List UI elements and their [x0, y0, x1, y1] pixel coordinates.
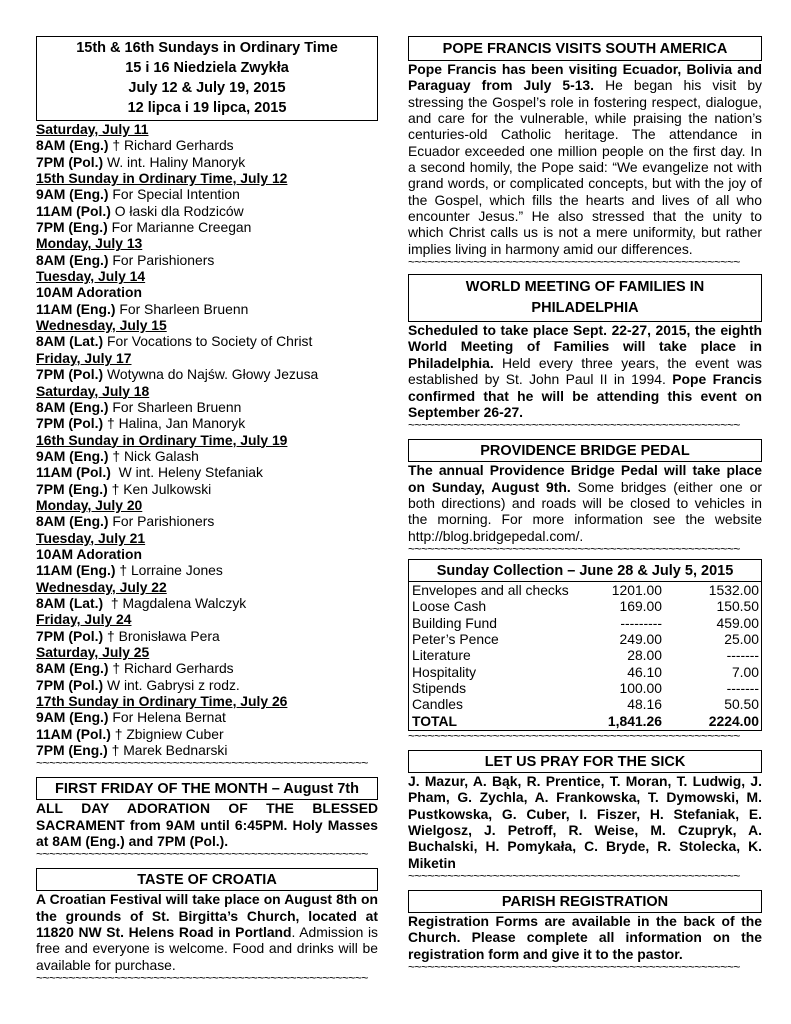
- schedule-mass-entry: [36, 399, 378, 415]
- collection-value-week1: 100.00: [619, 679, 662, 696]
- croatia-body: [36, 891, 378, 973]
- mass-intention: † Marek Bednarski: [107, 742, 228, 759]
- schedule-mass-entry: [36, 448, 378, 464]
- schedule-day-heading: Saturday, July 18: [36, 382, 150, 399]
- mass-time: 8AM (Eng.): [36, 398, 109, 415]
- collection-value-week2: 7.00: [731, 663, 759, 680]
- wmf-title: [408, 274, 762, 322]
- left-column: [36, 36, 378, 984]
- mass-intention: For Marianne Creegan: [107, 219, 252, 236]
- mass-time: 10AM Adoration: [36, 545, 142, 562]
- pope-body: [408, 61, 762, 257]
- schedule-day-heading: Friday, July 24: [36, 611, 132, 628]
- header-line-4: 12 lipca i 19 lipca, 2015: [127, 100, 287, 116]
- schedule-mass-entry: [36, 252, 378, 268]
- schedule-mass-entry: [36, 415, 378, 431]
- collection-label: TOTAL: [412, 712, 458, 729]
- mass-time: 8AM (Lat.): [36, 333, 104, 350]
- schedule-mass-entry: [36, 742, 378, 758]
- separator: ~~~~~~~~~~~~~~~~~~~~~~~~~~~~~~~~~~~~~~~~~~~~~~~~~~~: [36, 849, 368, 861]
- wmf-title-line-1: WORLD MEETING OF FAMILIES IN: [465, 279, 705, 296]
- schedule-day-heading: Tuesday, July 14: [36, 268, 146, 285]
- separator: ~~~~~~~~~~~~~~~~~~~~~~~~~~~~~~~~~~~~~~~~~~~~~~~~~~~: [408, 731, 740, 742]
- mass-time: 7PM (Pol.): [36, 415, 104, 432]
- mass-time: 7PM (Pol.): [36, 153, 104, 170]
- collection-total-row: [412, 713, 759, 729]
- schedule-mass-entry: [36, 726, 378, 742]
- mass-intention: † Richard Gerhards: [108, 137, 234, 154]
- schedule-mass-entry: [36, 562, 378, 578]
- collection-box: [408, 559, 762, 731]
- mass-time: 8AM (Eng.): [36, 513, 109, 530]
- collection-label: Building Fund: [412, 614, 497, 631]
- separator: ~~~~~~~~~~~~~~~~~~~~~~~~~~~~~~~~~~~~~~~~~~~~~~~~~~~: [408, 543, 740, 555]
- collection-value-week2: 25.00: [724, 630, 759, 647]
- wmf-body: [408, 322, 762, 420]
- mass-intention: For Vocations to Society of Christ: [103, 333, 313, 350]
- mass-time: 8AM (Eng.): [36, 660, 109, 677]
- bulletin-header: [36, 36, 378, 121]
- header-line-3: July 12 & July 19, 2015: [128, 80, 286, 96]
- collection-value-week2: -------: [726, 679, 759, 696]
- mass-time: 11AM (Pol.): [36, 464, 111, 481]
- collection-title: Sunday Collection – June 28 & July 5, 2015: [409, 560, 761, 582]
- sick-title: LET US PRAY FOR THE SICK: [408, 750, 762, 773]
- pope-title: POPE FRANCIS VISITS SOUTH AMERICA: [408, 36, 762, 61]
- schedule-mass-entry: [36, 464, 378, 480]
- schedule-mass-entry: [36, 709, 378, 725]
- collection-label: Candles: [412, 696, 463, 713]
- mass-time: 8AM (Lat.): [36, 594, 104, 611]
- separator: ~~~~~~~~~~~~~~~~~~~~~~~~~~~~~~~~~~~~~~~~~~~~~~~~~~~: [408, 871, 740, 883]
- schedule-mass-entry: [36, 595, 378, 611]
- collection-row: [412, 615, 759, 631]
- first-friday-body: ALL DAY ADORATION OF THE BLESSED SACRAMENT from 9AM until 6:45PM. Holy Masses at 8AM (Eng.) and 7PM (Pol.).: [36, 800, 378, 850]
- registration-body: Registration Forms are available in the back of the Church. Please complete all information on the registration form and give it to the pastor.: [408, 913, 762, 962]
- schedule-mass-entry: [36, 660, 378, 676]
- schedule-day-heading: Friday, July 17: [36, 349, 132, 366]
- header-line-1: 15th & 16th Sundays in Ordinary Time: [76, 40, 338, 56]
- mass-time: 7PM (Pol.): [36, 676, 104, 693]
- schedule-day-heading: Wednesday, July 15: [36, 317, 167, 334]
- schedule-mass-entry: [36, 284, 378, 300]
- mass-intention: † Magdalena Walczyk: [103, 594, 247, 611]
- collection-table: [412, 582, 759, 729]
- collection-value-week1: ---------: [620, 614, 662, 631]
- collection-value-week2: 150.50: [716, 598, 759, 615]
- bridge-body-rest: Some bridges (either one or both directions) and roads will be closed to vehicles in the morning. For more information see the website http://blog.bridgepedal.com/.: [408, 478, 763, 544]
- schedule-mass-entry: [36, 219, 378, 235]
- mass-intention: Wotywna do Najśw. Głowy Jezusa: [103, 366, 319, 383]
- schedule-mass-entry: [36, 301, 378, 317]
- mass-intention: † Zbigniew Cuber: [110, 725, 224, 742]
- collection-row: [412, 598, 759, 614]
- collection-value-week1: 249.00: [619, 630, 662, 647]
- sick-body: J. Mazur, A. Bąk, R. Prentice, T. Moran, T. Ludwig, J. Pham, G. Zychla, A. Frankowska, T. Dymowski, M. Pustkowska, G. Cuber, I. Fiszer, H. Stefaniak, E. Wielgosz, J. Petroff, R. Weise, M. Czupryk, A. Buchalski, H. Pomykała, C. Bryde, R. Stolecka, K. Miketin: [408, 773, 762, 871]
- separator: ~~~~~~~~~~~~~~~~~~~~~~~~~~~~~~~~~~~~~~~~~~~~~~~~~~~: [408, 962, 740, 974]
- mass-time: 7PM (Eng.): [36, 219, 108, 236]
- collection-label: Peter’s Pence: [412, 630, 499, 647]
- separator: ~~~~~~~~~~~~~~~~~~~~~~~~~~~~~~~~~~~~~~~~~~~~~~~~~~~: [408, 420, 740, 432]
- mass-intention: † Nick Galash: [108, 447, 199, 464]
- schedule-mass-entry: [36, 333, 378, 349]
- mass-time: 8AM (Eng.): [36, 251, 109, 268]
- collection-label: Loose Cash: [412, 598, 487, 615]
- separator: ~~~~~~~~~~~~~~~~~~~~~~~~~~~~~~~~~~~~~~~~~~~~~~~~~~~: [36, 973, 368, 985]
- schedule-day-heading: Monday, July 20: [36, 496, 143, 513]
- first-friday-title: FIRST FRIDAY OF THE MONTH – August 7th: [36, 777, 378, 800]
- schedule-day-heading: Monday, July 13: [36, 235, 143, 252]
- mass-time: 7PM (Pol.): [36, 627, 104, 644]
- mass-time: 9AM (Eng.): [36, 709, 109, 726]
- schedule-day-heading: Saturday, July 11: [36, 121, 149, 137]
- mass-time: 8AM (Eng.): [36, 137, 109, 154]
- mass-intention: W int. Heleny Stefaniak: [110, 464, 263, 481]
- pope-body-bold: Pope Francis has been visiting Ecuador, Bolivia and Paraguay from July 5-13.: [408, 61, 762, 94]
- mass-schedule: [36, 121, 378, 758]
- croatia-body-rest: . Admission is free and everyone is welcome. Food and drinks will be available for purchase.: [36, 924, 378, 973]
- schedule-mass-entry: [36, 154, 378, 170]
- mass-time: 11AM (Eng.): [36, 562, 116, 579]
- mass-intention: † Lorraine Jones: [115, 562, 223, 579]
- mass-intention: For Parishioners: [108, 251, 215, 268]
- bridge-body: [408, 462, 762, 544]
- mass-intention: W. int. Haliny Manoryk: [103, 153, 246, 170]
- mass-intention: † Ken Julkowski: [107, 480, 212, 497]
- schedule-day-heading: Wednesday, July 22: [36, 578, 167, 595]
- mass-time: 11AM (Eng.): [36, 300, 116, 317]
- collection-label: Envelopes and all checks: [412, 581, 569, 598]
- schedule-mass-entry: [36, 677, 378, 693]
- registration-title: PARISH REGISTRATION: [408, 890, 762, 913]
- mass-intention: † Richard Gerhards: [108, 660, 234, 677]
- mass-intention: W int. Gabrysi z rodz.: [103, 676, 240, 693]
- collection-row: [412, 680, 759, 696]
- mass-intention: For Special Intention: [108, 186, 240, 203]
- mass-time: 7PM (Pol.): [36, 366, 104, 383]
- collection-value-week2: -------: [726, 647, 759, 664]
- schedule-day-heading: 15th Sunday in Ordinary Time, July 12: [36, 170, 288, 187]
- mass-time: 11AM (Pol.): [36, 725, 111, 742]
- mass-intention: For Sharleen Bruenn: [115, 300, 249, 317]
- collection-row: [412, 664, 759, 680]
- schedule-mass-entry: [36, 137, 378, 153]
- collection-value-week2: 459.00: [716, 614, 759, 631]
- collection-row: [412, 647, 759, 663]
- mass-time: 11AM (Pol.): [36, 202, 111, 219]
- collection-value-week1: 46.10: [627, 663, 662, 680]
- wmf-title-line-2: PHILADELPHIA: [531, 300, 639, 317]
- wmf-body-bold: Scheduled to take place Sept. 22-27, 2015, the eighth World Meeting of Families will take place in Philadelphia.: [408, 322, 762, 371]
- header-line-2: 15 i 16 Niedziela Zwykła: [125, 60, 289, 76]
- schedule-mass-entry: [36, 546, 378, 562]
- wmf-body-bold-2: Pope Francis confirmed that he will be attending this event on September 26-27.: [408, 371, 763, 420]
- pope-body-rest: He began his visit by stressing the Gospel’s role in fostering respect, dialogue, and care for the vulnerable, while praising the nation’s centuries-old Catholic heritage. The attendance in Ecuador exceeded one million people on the first day. In a second homily, the Pope said: “We evangelize not with grand words, or complicated concepts, but with the joy of the Gospel, which fills the hearts and lives of all who encounter Jesus.” He also stressed that the unity to which Christ calls us is not a mere uniformity, but rather implies living in harmony amid our differences.: [408, 77, 762, 257]
- collection-value-week2: 1532.00: [708, 581, 759, 598]
- mass-intention: † Bronisława Pera: [103, 627, 220, 644]
- schedule-day-heading: 16th Sunday in Ordinary Time, July 19: [36, 431, 288, 448]
- right-column: [408, 36, 762, 973]
- collection-value-week1: 48.16: [627, 696, 662, 713]
- mass-intention: † Halina, Jan Manoryk: [103, 415, 246, 432]
- collection-value-week1: 1,841.26: [607, 712, 662, 729]
- collection-row: [412, 631, 759, 647]
- mass-intention: For Helena Bernat: [108, 709, 226, 726]
- wmf-body-mid: Held every three years, the event was established by St. John Paul II in 1994.: [408, 354, 762, 388]
- collection-label: Stipends: [412, 679, 467, 696]
- schedule-mass-entry: [36, 481, 378, 497]
- collection-value-week2: 2224.00: [708, 712, 759, 729]
- separator: ~~~~~~~~~~~~~~~~~~~~~~~~~~~~~~~~~~~~~~~~~~~~~~~~~~~: [36, 758, 368, 770]
- schedule-mass-entry: [36, 203, 378, 219]
- mass-time: 10AM Adoration: [36, 284, 142, 301]
- collection-value-week1: 28.00: [627, 647, 662, 664]
- mass-intention: For Parishioners: [108, 513, 215, 530]
- schedule-day-heading: Saturday, July 25: [36, 644, 150, 660]
- schedule-mass-entry: [36, 628, 378, 644]
- collection-row: [412, 582, 759, 598]
- schedule-day-heading: Tuesday, July 21: [36, 529, 146, 546]
- mass-intention: O łaski dla Rodziców: [110, 202, 244, 219]
- collection-value-week2: 50.50: [724, 696, 759, 713]
- mass-time: 7PM (Eng.): [36, 480, 108, 497]
- schedule-mass-entry: [36, 186, 378, 202]
- collection-value-week1: 169.00: [619, 598, 662, 615]
- mass-time: 7PM (Eng.): [36, 742, 108, 759]
- collection-label: Literature: [412, 647, 471, 664]
- croatia-title: TASTE OF CROATIA: [36, 868, 378, 891]
- mass-time: 9AM (Eng.): [36, 447, 109, 464]
- croatia-body-bold: A Croatian Festival will take place on August 8th on the grounds of St. Birgitta’s Church, located at 11820 NW St. Helens Road in Portland: [36, 891, 378, 941]
- collection-label: Hospitality: [412, 663, 477, 680]
- bridge-body-bold: The annual Providence Bridge Pedal will take place on Sunday, August 9th.: [408, 462, 762, 495]
- bridge-title: PROVIDENCE BRIDGE PEDAL: [408, 439, 762, 462]
- schedule-mass-entry: [36, 513, 378, 529]
- schedule-mass-entry: [36, 366, 378, 382]
- schedule-day-heading: 17th Sunday in Ordinary Time, July 26: [36, 693, 288, 710]
- separator: ~~~~~~~~~~~~~~~~~~~~~~~~~~~~~~~~~~~~~~~~~~~~~~~~~~~: [408, 257, 740, 269]
- collection-row: [412, 696, 759, 712]
- collection-value-week1: 1201.00: [611, 581, 662, 598]
- mass-intention: For Sharleen Bruenn: [108, 398, 242, 415]
- mass-time: 9AM (Eng.): [36, 186, 109, 203]
